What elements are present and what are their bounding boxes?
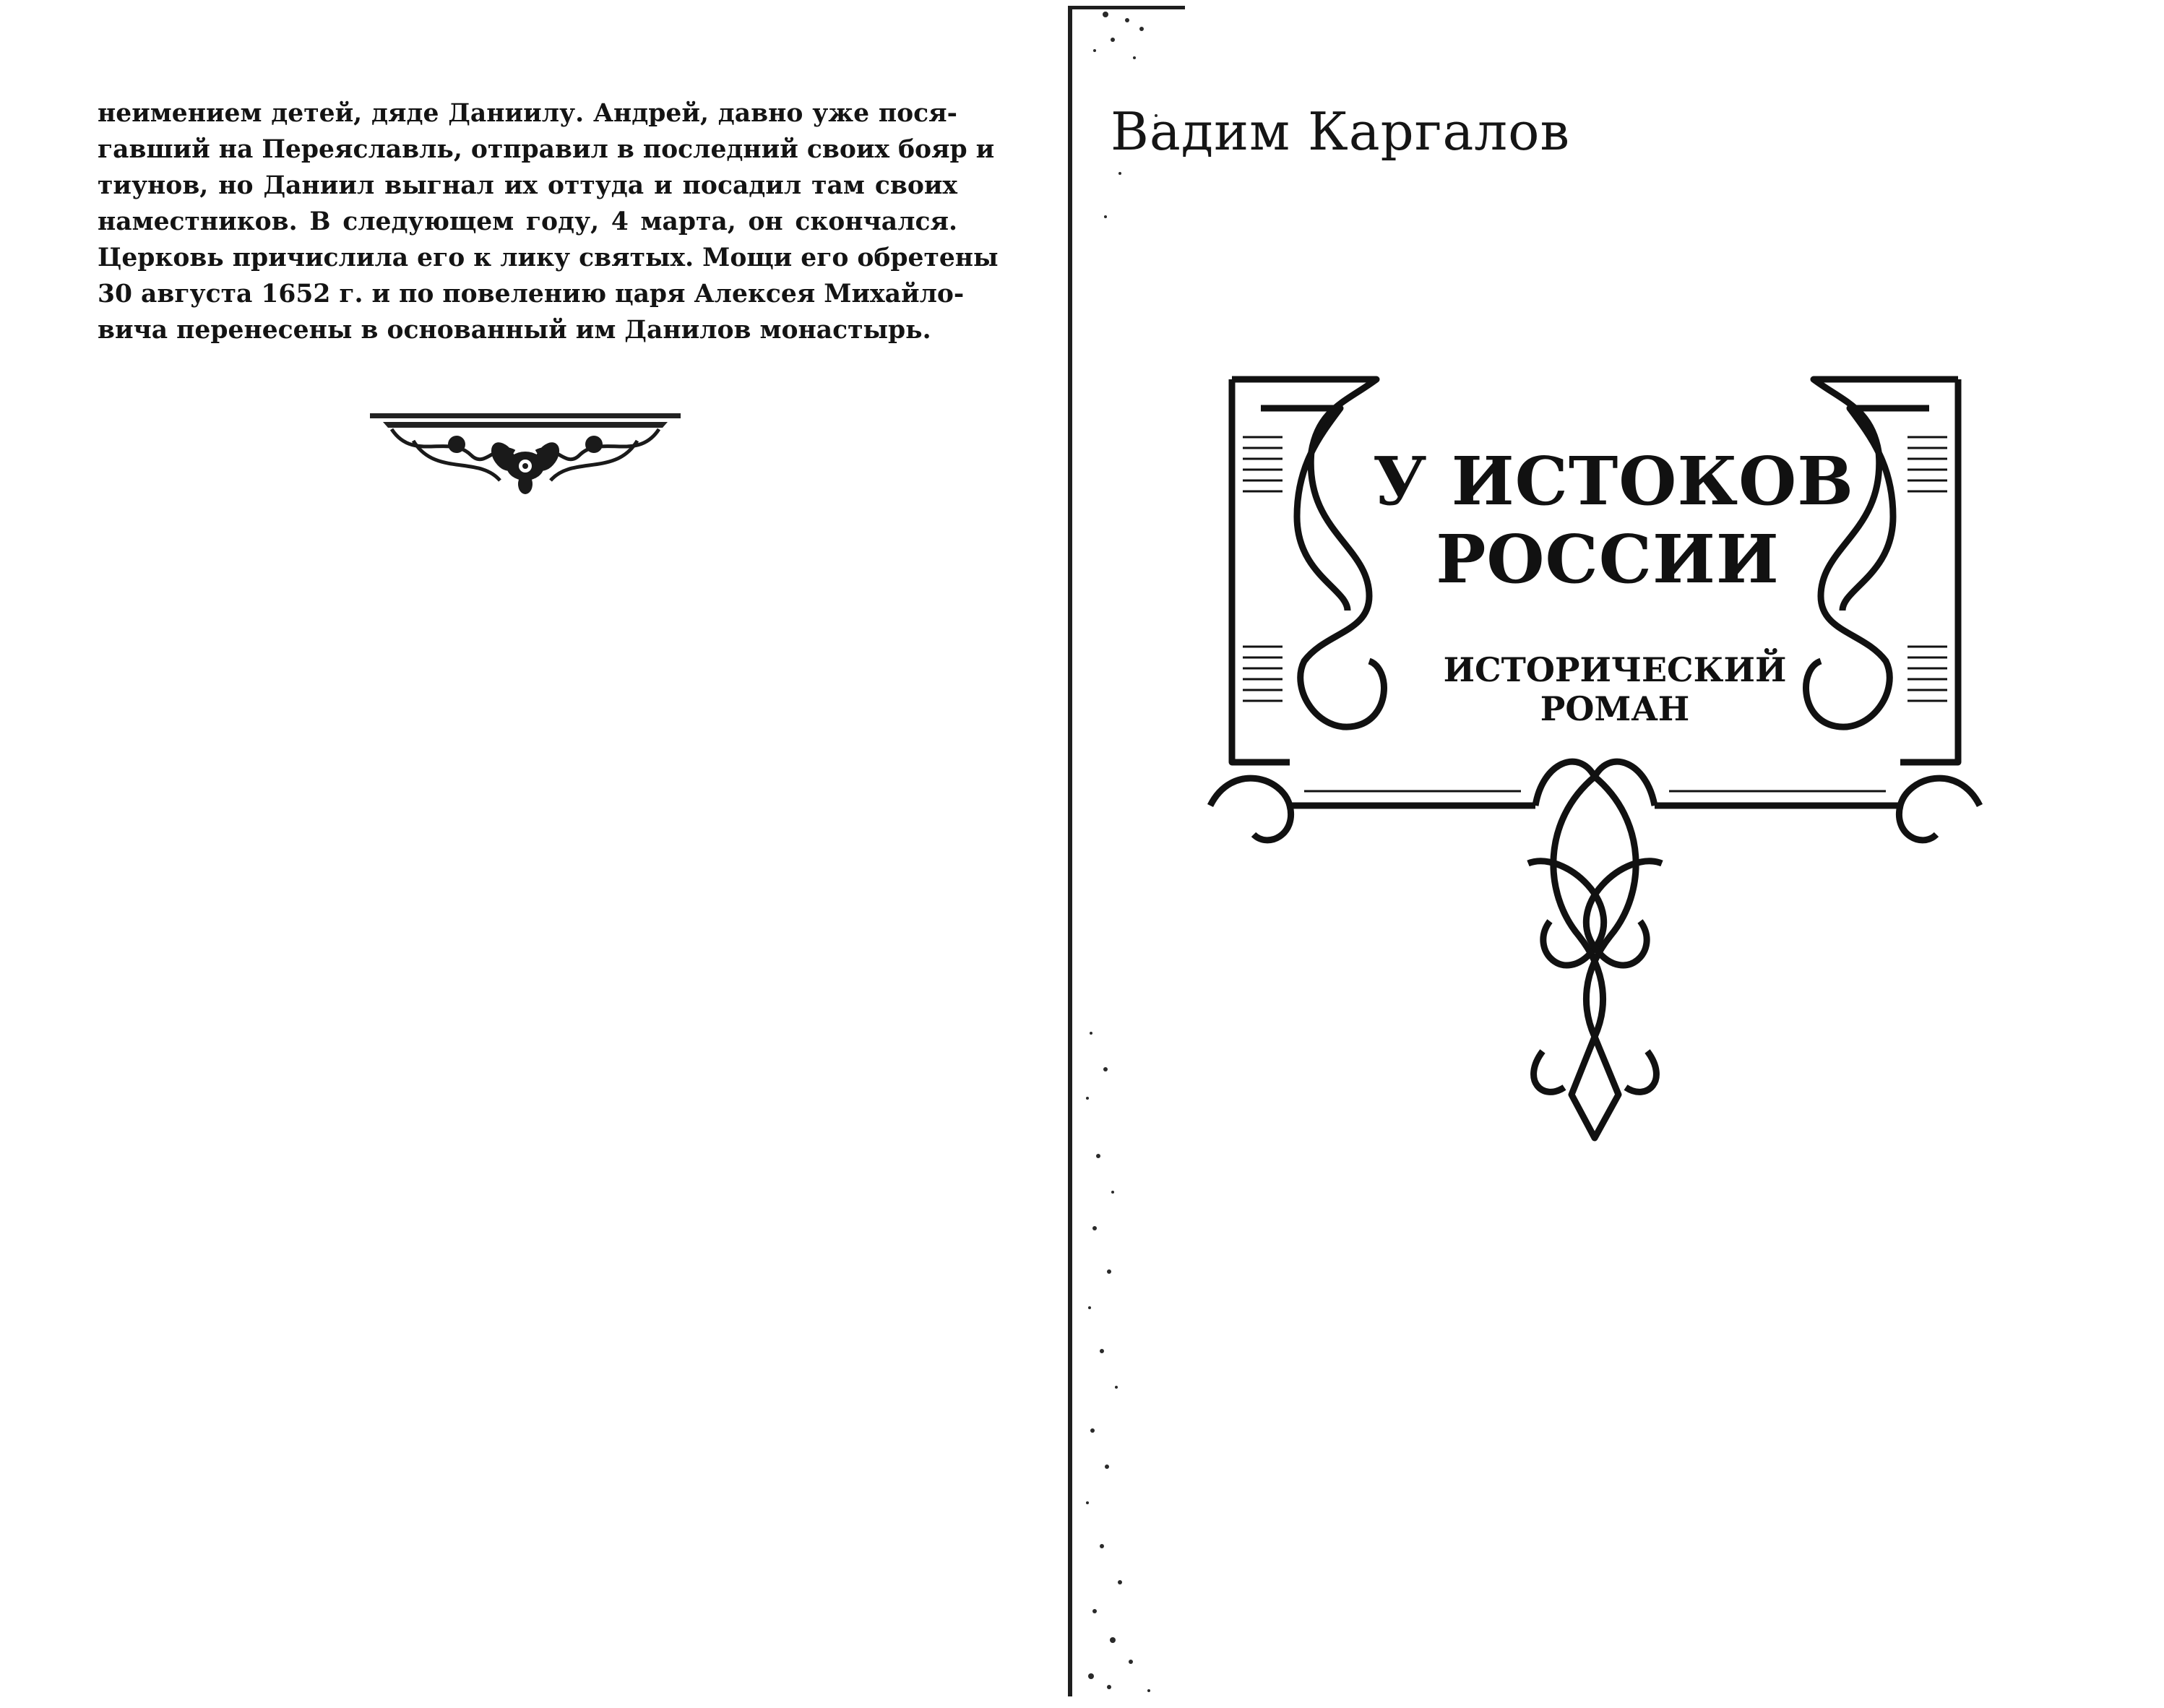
- author-name: Вадим Каргалов: [1110, 101, 1571, 162]
- subtitle-line: ИСТОРИЧЕСКИЙ: [1443, 650, 1787, 689]
- paragraph-line: гавший на Переяславль, отправил в последний своих бояр и: [98, 135, 995, 164]
- book-subtitle: [1431, 650, 1799, 728]
- subtitle-line: РОМАН: [1540, 689, 1690, 728]
- title-line: У ИСТОКОВ: [1373, 442, 1855, 520]
- paragraph-line: вича перенесены в основанный им Данилов монастырь.: [98, 316, 931, 345]
- book-title: [1373, 442, 1855, 598]
- title-line: РОССИИ: [1436, 520, 1780, 598]
- paragraph-line: наместников. В следующем году, 4 марта, он скончался.: [98, 207, 957, 236]
- scan-edge-border: [1062, 0, 1185, 1708]
- paragraph-line: тиунов, но Даниил выгнал их оттуда и посадил там своих: [98, 171, 957, 200]
- paragraph-line: неимением детей, дяде Даниилу. Андрей, давно уже пося-: [98, 99, 957, 128]
- body-paragraph: [98, 95, 999, 348]
- paragraph-line: 30 августа 1652 г. и по повелению царя Алексея Михайло-: [98, 280, 965, 309]
- paragraph-line: Церковь причислила его к лику святых. Мощи его обретены: [98, 243, 999, 272]
- left-page: [0, 0, 1062, 1708]
- decorative-headpiece-ornament: [370, 412, 681, 497]
